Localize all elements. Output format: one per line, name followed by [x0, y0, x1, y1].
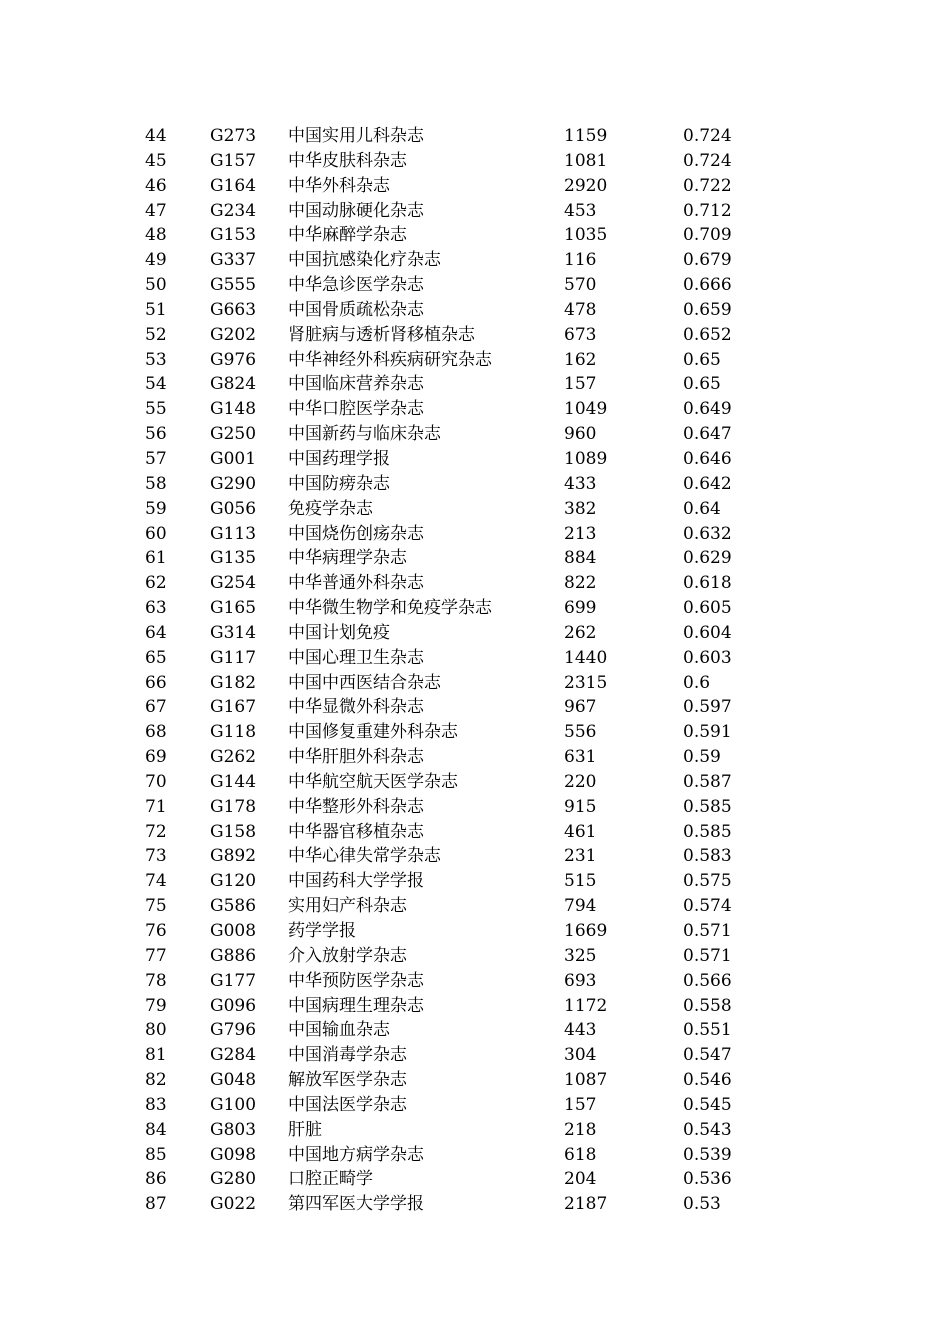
score-cell: 0.629 [683, 548, 732, 569]
journal-code-cell: G182 [210, 672, 257, 693]
journal-code-cell: G001 [210, 448, 257, 469]
rank-cell: 46 [145, 175, 167, 196]
journal-code-cell: G177 [210, 970, 257, 991]
count-cell: 2920 [564, 175, 608, 196]
table-row [145, 372, 765, 397]
journal-table [145, 124, 765, 1217]
journal-name-cell: 中国防痨杂志 [288, 473, 390, 494]
count-cell: 382 [564, 498, 597, 519]
score-cell: 0.546 [683, 1070, 732, 1091]
journal-name-cell: 中国法医学杂志 [288, 1094, 407, 1115]
rank-cell: 69 [145, 747, 167, 768]
rank-cell: 87 [145, 1194, 167, 1215]
rank-cell: 45 [145, 150, 167, 171]
count-cell: 262 [564, 622, 597, 643]
journal-code-cell: G100 [210, 1094, 257, 1115]
journal-name-cell: 中国输血杂志 [288, 1020, 390, 1041]
table-row [145, 695, 765, 720]
journal-name-cell: 中华普通外科杂志 [288, 573, 424, 594]
rank-cell: 73 [145, 846, 167, 867]
rank-cell: 60 [145, 523, 167, 544]
journal-code-cell: G008 [210, 921, 257, 941]
journal-code-cell: G118 [210, 722, 257, 743]
journal-code-cell: G157 [210, 150, 257, 171]
journal-code-cell: G262 [210, 747, 257, 768]
count-cell: 1089 [564, 448, 608, 469]
journal-name-cell: 免疫学杂志 [288, 498, 373, 519]
count-cell: 673 [564, 324, 597, 345]
count-cell: 116 [564, 250, 597, 271]
rank-cell: 79 [145, 995, 167, 1016]
score-cell: 0.603 [683, 647, 732, 668]
score-cell: 0.605 [683, 598, 732, 619]
rank-cell: 72 [145, 821, 167, 842]
score-cell: 0.618 [683, 573, 732, 594]
journal-code-cell: G158 [210, 821, 257, 842]
table-row [145, 298, 765, 323]
table-row [145, 820, 765, 845]
journal-name-cell: 中国消毒学杂志 [288, 1045, 407, 1066]
journal-name-cell: 中国骨质疏松杂志 [288, 299, 424, 320]
score-cell: 0.666 [683, 275, 732, 296]
table-row [145, 522, 765, 547]
journal-name-cell: 口腔正畸学 [288, 1169, 373, 1190]
score-cell: 0.558 [683, 995, 732, 1016]
table-row [145, 472, 765, 497]
journal-code-cell: G586 [210, 896, 257, 917]
table-row [145, 1167, 765, 1192]
count-cell: 556 [564, 722, 597, 743]
journal-code-cell: G096 [210, 995, 257, 1016]
journal-name-cell: 中国修复重建外科杂志 [288, 722, 458, 743]
journal-name-cell: 中国临床营养杂志 [288, 374, 424, 395]
table-row [145, 1118, 765, 1143]
journal-code-cell: G202 [210, 324, 257, 345]
rank-cell: 85 [145, 1144, 167, 1165]
journal-name-cell: 中国中西医结合杂志 [288, 672, 441, 693]
table-row [145, 1018, 765, 1043]
table-row [145, 174, 765, 199]
table-row [145, 571, 765, 596]
table-row [145, 422, 765, 447]
journal-name-cell: 中国药理学报 [288, 448, 390, 469]
table-row [145, 1043, 765, 1068]
rank-cell: 68 [145, 722, 167, 743]
rank-cell: 64 [145, 622, 167, 643]
table-row [145, 497, 765, 522]
score-cell: 0.591 [683, 722, 732, 743]
score-cell: 0.545 [683, 1094, 732, 1115]
journal-name-cell: 中华显微外科杂志 [288, 697, 424, 718]
table-row [145, 869, 765, 894]
count-cell: 162 [564, 349, 597, 370]
journal-code-cell: G148 [210, 399, 257, 420]
journal-code-cell: G337 [210, 250, 257, 271]
table-row [145, 671, 765, 696]
score-cell: 0.571 [683, 921, 732, 941]
table-row [145, 546, 765, 571]
score-cell: 0.724 [683, 126, 732, 146]
rank-cell: 55 [145, 399, 167, 420]
table-row [145, 720, 765, 745]
score-cell: 0.59 [683, 747, 721, 768]
score-cell: 0.585 [683, 796, 732, 817]
journal-name-cell: 中华微生物学和免疫学杂志 [288, 598, 492, 619]
rank-cell: 57 [145, 448, 167, 469]
count-cell: 2315 [564, 672, 608, 693]
score-cell: 0.566 [683, 970, 732, 991]
score-cell: 0.571 [683, 945, 732, 966]
table-row [145, 795, 765, 820]
count-cell: 231 [564, 846, 597, 867]
count-cell: 443 [564, 1020, 597, 1041]
score-cell: 0.543 [683, 1119, 732, 1140]
score-cell: 0.649 [683, 399, 732, 420]
score-cell: 0.551 [683, 1020, 732, 1041]
table-row [145, 844, 765, 869]
journal-name-cell: 肾脏病与透析肾移植杂志 [288, 324, 475, 345]
score-cell: 0.722 [683, 175, 732, 196]
rank-cell: 81 [145, 1045, 167, 1066]
score-cell: 0.6 [683, 672, 711, 693]
score-cell: 0.679 [683, 250, 732, 271]
journal-code-cell: G234 [210, 200, 257, 221]
score-cell: 0.583 [683, 846, 732, 867]
journal-code-cell: G167 [210, 697, 257, 718]
table-row [145, 124, 765, 149]
table-row [145, 348, 765, 373]
rank-cell: 66 [145, 672, 167, 693]
rank-cell: 75 [145, 896, 167, 917]
table-row [145, 969, 765, 994]
rank-cell: 56 [145, 424, 167, 445]
table-row [145, 223, 765, 248]
table-row [145, 397, 765, 422]
journal-name-cell: 中华口腔医学杂志 [288, 399, 424, 420]
table-row [145, 894, 765, 919]
table-row [145, 273, 765, 298]
journal-name-cell: 实用妇产科杂志 [288, 896, 407, 917]
table-row [145, 770, 765, 795]
score-cell: 0.652 [683, 324, 732, 345]
journal-name-cell: 中华急诊医学杂志 [288, 275, 424, 296]
journal-code-cell: G273 [210, 126, 257, 146]
journal-name-cell: 中国动脉硬化杂志 [288, 200, 424, 221]
rank-cell: 53 [145, 349, 167, 370]
count-cell: 2187 [564, 1194, 608, 1215]
table-row [145, 994, 765, 1019]
score-cell: 0.712 [683, 200, 732, 221]
count-cell: 570 [564, 275, 597, 296]
rank-cell: 78 [145, 970, 167, 991]
rank-cell: 62 [145, 573, 167, 594]
journal-code-cell: G098 [210, 1144, 257, 1165]
journal-name-cell: 介入放射学杂志 [288, 945, 407, 966]
count-cell: 478 [564, 299, 597, 320]
journal-name-cell: 解放军医学杂志 [288, 1070, 407, 1091]
rank-cell: 54 [145, 374, 167, 395]
score-cell: 0.597 [683, 697, 732, 718]
table-row [145, 323, 765, 348]
journal-code-cell: G284 [210, 1045, 257, 1066]
journal-name-cell: 中华预防医学杂志 [288, 970, 424, 991]
journal-code-cell: G254 [210, 573, 257, 594]
journal-name-cell: 中国计划免疫 [288, 622, 390, 643]
count-cell: 631 [564, 747, 597, 768]
table-row [145, 745, 765, 770]
journal-code-cell: G165 [210, 598, 257, 619]
journal-code-cell: G113 [210, 523, 257, 544]
rank-cell: 86 [145, 1169, 167, 1190]
table-row [145, 1143, 765, 1168]
rank-cell: 82 [145, 1070, 167, 1091]
journal-code-cell: G022 [210, 1194, 257, 1215]
table-row [145, 646, 765, 671]
rank-cell: 65 [145, 647, 167, 668]
count-cell: 1159 [564, 126, 608, 146]
count-cell: 461 [564, 821, 597, 842]
table-row [145, 149, 765, 174]
rank-cell: 80 [145, 1020, 167, 1041]
journal-name-cell: 中华皮肤科杂志 [288, 150, 407, 171]
journal-code-cell: G120 [210, 871, 257, 892]
count-cell: 1087 [564, 1070, 608, 1091]
rank-cell: 47 [145, 200, 167, 221]
score-cell: 0.64 [683, 498, 721, 519]
count-cell: 1081 [564, 150, 608, 171]
journal-name-cell: 中国病理生理杂志 [288, 995, 424, 1016]
count-cell: 960 [564, 424, 597, 445]
count-cell: 1440 [564, 647, 608, 668]
count-cell: 884 [564, 548, 597, 569]
rank-cell: 84 [145, 1119, 167, 1140]
journal-name-cell: 中华麻醉学杂志 [288, 225, 407, 246]
journal-name-cell: 中国心理卫生杂志 [288, 647, 424, 668]
count-cell: 157 [564, 1094, 597, 1115]
rank-cell: 76 [145, 921, 167, 941]
journal-name-cell: 中华神经外科疾病研究杂志 [288, 349, 492, 370]
rank-cell: 77 [145, 945, 167, 966]
journal-name-cell: 中华整形外科杂志 [288, 796, 424, 817]
journal-name-cell: 中华病理学杂志 [288, 548, 407, 569]
journal-code-cell: G892 [210, 846, 257, 867]
journal-name-cell: 中国抗感染化疗杂志 [288, 250, 441, 271]
score-cell: 0.547 [683, 1045, 732, 1066]
journal-name-cell: 中华航空航天医学杂志 [288, 771, 458, 792]
rank-cell: 50 [145, 275, 167, 296]
score-cell: 0.585 [683, 821, 732, 842]
count-cell: 213 [564, 523, 597, 544]
table-row [145, 944, 765, 969]
journal-code-cell: G117 [210, 647, 257, 668]
count-cell: 822 [564, 573, 597, 594]
journal-code-cell: G144 [210, 771, 257, 792]
rank-cell: 48 [145, 225, 167, 246]
count-cell: 157 [564, 374, 597, 395]
count-cell: 1669 [564, 921, 608, 941]
score-cell: 0.539 [683, 1144, 732, 1165]
score-cell: 0.65 [683, 349, 721, 370]
rank-cell: 63 [145, 598, 167, 619]
score-cell: 0.632 [683, 523, 732, 544]
count-cell: 218 [564, 1119, 597, 1140]
count-cell: 967 [564, 697, 597, 718]
count-cell: 304 [564, 1045, 597, 1066]
rank-cell: 51 [145, 299, 167, 320]
rank-cell: 70 [145, 771, 167, 792]
score-cell: 0.724 [683, 150, 732, 171]
rank-cell: 61 [145, 548, 167, 569]
score-cell: 0.574 [683, 896, 732, 917]
journal-code-cell: G314 [210, 622, 257, 643]
journal-name-cell: 中国新药与临床杂志 [288, 424, 441, 445]
count-cell: 1035 [564, 225, 608, 246]
table-row [145, 919, 765, 944]
score-cell: 0.536 [683, 1169, 732, 1190]
count-cell: 515 [564, 871, 597, 892]
score-cell: 0.659 [683, 299, 732, 320]
score-cell: 0.587 [683, 771, 732, 792]
rank-cell: 83 [145, 1094, 167, 1115]
journal-code-cell: G153 [210, 225, 257, 246]
journal-name-cell: 中华外科杂志 [288, 175, 390, 196]
journal-name-cell: 中华肝胆外科杂志 [288, 747, 424, 768]
journal-code-cell: G135 [210, 548, 257, 569]
table-row [145, 248, 765, 273]
table-row [145, 621, 765, 646]
table-row [145, 596, 765, 621]
score-cell: 0.575 [683, 871, 732, 892]
count-cell: 204 [564, 1169, 597, 1190]
journal-code-cell: G164 [210, 175, 257, 196]
journal-code-cell: G803 [210, 1119, 257, 1140]
journal-name-cell: 第四军医大学学报 [288, 1194, 424, 1215]
journal-code-cell: G280 [210, 1169, 257, 1190]
journal-name-cell: 中国烧伤创疡杂志 [288, 523, 424, 544]
journal-name-cell: 中国药科大学学报 [288, 871, 424, 892]
table-row [145, 1192, 765, 1217]
journal-name-cell: 中华心律失常学杂志 [288, 846, 441, 867]
journal-name-cell: 中华器官移植杂志 [288, 821, 424, 842]
count-cell: 220 [564, 771, 597, 792]
rank-cell: 67 [145, 697, 167, 718]
rank-cell: 58 [145, 473, 167, 494]
rank-cell: 52 [145, 324, 167, 345]
count-cell: 915 [564, 796, 597, 817]
journal-code-cell: G178 [210, 796, 257, 817]
score-cell: 0.604 [683, 622, 732, 643]
score-cell: 0.53 [683, 1194, 721, 1215]
score-cell: 0.647 [683, 424, 732, 445]
rank-cell: 71 [145, 796, 167, 817]
journal-table-body [145, 124, 765, 1217]
journal-code-cell: G048 [210, 1070, 257, 1091]
count-cell: 1172 [564, 995, 608, 1016]
journal-code-cell: G250 [210, 424, 257, 445]
count-cell: 325 [564, 945, 597, 966]
journal-name-cell: 肝脏 [288, 1119, 322, 1140]
count-cell: 618 [564, 1144, 597, 1165]
journal-code-cell: G824 [210, 374, 257, 395]
count-cell: 433 [564, 473, 597, 494]
count-cell: 699 [564, 598, 597, 619]
rank-cell: 74 [145, 871, 167, 892]
journal-code-cell: G555 [210, 275, 257, 296]
journal-name-cell: 中国实用儿科杂志 [288, 126, 424, 146]
journal-name-cell: 中国地方病学杂志 [288, 1144, 424, 1165]
count-cell: 453 [564, 200, 597, 221]
journal-code-cell: G886 [210, 945, 257, 966]
journal-code-cell: G796 [210, 1020, 257, 1041]
count-cell: 693 [564, 970, 597, 991]
journal-code-cell: G976 [210, 349, 257, 370]
count-cell: 794 [564, 896, 597, 917]
count-cell: 1049 [564, 399, 608, 420]
score-cell: 0.642 [683, 473, 732, 494]
journal-name-cell: 药学学报 [288, 921, 356, 941]
journal-code-cell: G056 [210, 498, 257, 519]
score-cell: 0.65 [683, 374, 721, 395]
score-cell: 0.646 [683, 448, 732, 469]
table-row [145, 447, 765, 472]
journal-code-cell: G663 [210, 299, 257, 320]
rank-cell: 44 [145, 126, 167, 146]
rank-cell: 59 [145, 498, 167, 519]
rank-cell: 49 [145, 250, 167, 271]
table-row [145, 1093, 765, 1118]
score-cell: 0.709 [683, 225, 732, 246]
table-row [145, 1068, 765, 1093]
journal-code-cell: G290 [210, 473, 257, 494]
table-row [145, 199, 765, 224]
